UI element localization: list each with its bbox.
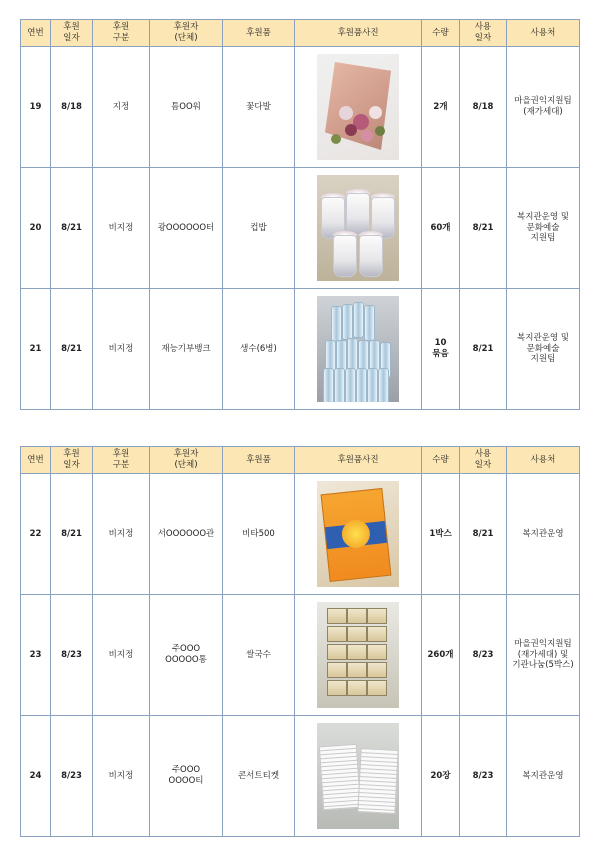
cell-item: 컵밥 bbox=[223, 168, 295, 289]
cell-item: 생수(6병) bbox=[223, 289, 295, 410]
cell-usage: 마을권익지원팀 (재가세대) bbox=[507, 47, 580, 168]
cell-use-date: 8/23 bbox=[460, 595, 507, 716]
cell-no: 24 bbox=[21, 716, 51, 837]
cell-donor: 재능기부뱅크 bbox=[150, 289, 223, 410]
cell-usage: 마을권익지원팀 (재가세대) 및 기관나눔(5박스) bbox=[507, 595, 580, 716]
cell-usage: 복지관운영 및 문화예술 지원팀 bbox=[507, 168, 580, 289]
table-row bbox=[21, 168, 580, 289]
cell-item: 쌀국수 bbox=[223, 595, 295, 716]
col-header-item: 후원품 bbox=[223, 20, 295, 47]
cell-no: 22 bbox=[21, 474, 51, 595]
cell-use-date: 8/21 bbox=[460, 474, 507, 595]
col-header-no: 연번 bbox=[21, 20, 51, 47]
cell-donor: 서OOOOOO관 bbox=[150, 474, 223, 595]
cell-item: 콘서트티켓 bbox=[223, 716, 295, 837]
cell-item: 비타500 bbox=[223, 474, 295, 595]
water-bottles-photo bbox=[317, 296, 399, 402]
cell-qty: 2개 bbox=[422, 47, 460, 168]
col-header-usage: 사용처 bbox=[507, 20, 580, 47]
cell-item: 꽃다발 bbox=[223, 47, 295, 168]
cell-no: 23 bbox=[21, 595, 51, 716]
col-header-qty: 수량 bbox=[422, 20, 460, 47]
cell-type: 지정 bbox=[93, 47, 150, 168]
col-header-item: 후원품 bbox=[223, 447, 295, 474]
vita500-box-photo bbox=[317, 481, 399, 587]
cell-type: 비지정 bbox=[93, 595, 150, 716]
cell-photo bbox=[295, 474, 422, 595]
col-header-photo: 후원품사진 bbox=[295, 447, 422, 474]
cell-date: 8/21 bbox=[51, 474, 93, 595]
col-header-use-date: 사용 일자 bbox=[460, 20, 507, 47]
cell-donor: 주OOO OOOOO통 bbox=[150, 595, 223, 716]
cell-donor: 주OOO OOOO티 bbox=[150, 716, 223, 837]
cell-qty: 1박스 bbox=[422, 474, 460, 595]
rice-noodle-packs-photo bbox=[317, 602, 399, 708]
cell-qty: 260개 bbox=[422, 595, 460, 716]
donation-table-2 bbox=[20, 446, 580, 837]
header-row bbox=[21, 20, 580, 47]
cell-photo bbox=[295, 289, 422, 410]
cell-type: 비지정 bbox=[93, 474, 150, 595]
cell-use-date: 8/23 bbox=[460, 716, 507, 837]
table-row bbox=[21, 595, 580, 716]
cell-qty: 20장 bbox=[422, 716, 460, 837]
cell-no: 21 bbox=[21, 289, 51, 410]
cell-usage: 복지관운영 bbox=[507, 474, 580, 595]
cell-date: 8/18 bbox=[51, 47, 93, 168]
col-header-use-date: 사용 일자 bbox=[460, 447, 507, 474]
col-header-date: 후원 일자 bbox=[51, 447, 93, 474]
col-header-donor: 후원자 (단체) bbox=[150, 447, 223, 474]
col-header-type: 후원 구분 bbox=[93, 20, 150, 47]
col-header-usage: 사용처 bbox=[507, 447, 580, 474]
cell-type: 비지정 bbox=[93, 168, 150, 289]
cell-use-date: 8/18 bbox=[460, 47, 507, 168]
cell-type: 비지정 bbox=[93, 716, 150, 837]
table-row bbox=[21, 716, 580, 837]
cell-date: 8/23 bbox=[51, 716, 93, 837]
cell-no: 19 bbox=[21, 47, 51, 168]
col-header-photo: 후원품사진 bbox=[295, 20, 422, 47]
cell-date: 8/21 bbox=[51, 168, 93, 289]
table-row bbox=[21, 47, 580, 168]
cell-photo bbox=[295, 47, 422, 168]
cell-usage: 복지관운영 및 문화예술 지원팀 bbox=[507, 289, 580, 410]
table-row bbox=[21, 289, 580, 410]
donation-table-1 bbox=[20, 19, 580, 410]
concert-tickets-photo bbox=[317, 723, 399, 829]
cell-photo bbox=[295, 168, 422, 289]
cell-qty: 10 묶음 bbox=[422, 289, 460, 410]
header-row bbox=[21, 447, 580, 474]
cell-qty: 60개 bbox=[422, 168, 460, 289]
cell-no: 20 bbox=[21, 168, 51, 289]
col-header-date: 후원 일자 bbox=[51, 20, 93, 47]
cell-photo bbox=[295, 716, 422, 837]
cell-photo bbox=[295, 595, 422, 716]
cell-donor: 광OOOOOO터 bbox=[150, 168, 223, 289]
flower-bouquet-photo bbox=[317, 54, 399, 160]
cell-use-date: 8/21 bbox=[460, 289, 507, 410]
cell-usage: 복지관운영 bbox=[507, 716, 580, 837]
col-header-donor: 후원자 (단체) bbox=[150, 20, 223, 47]
col-header-type: 후원 구분 bbox=[93, 447, 150, 474]
cup-rice-photo bbox=[317, 175, 399, 281]
col-header-no: 연번 bbox=[21, 447, 51, 474]
cell-use-date: 8/21 bbox=[460, 168, 507, 289]
cell-date: 8/23 bbox=[51, 595, 93, 716]
col-header-qty: 수량 bbox=[422, 447, 460, 474]
cell-date: 8/21 bbox=[51, 289, 93, 410]
cell-type: 비지정 bbox=[93, 289, 150, 410]
cell-donor: 틈OO워 bbox=[150, 47, 223, 168]
table-row bbox=[21, 474, 580, 595]
